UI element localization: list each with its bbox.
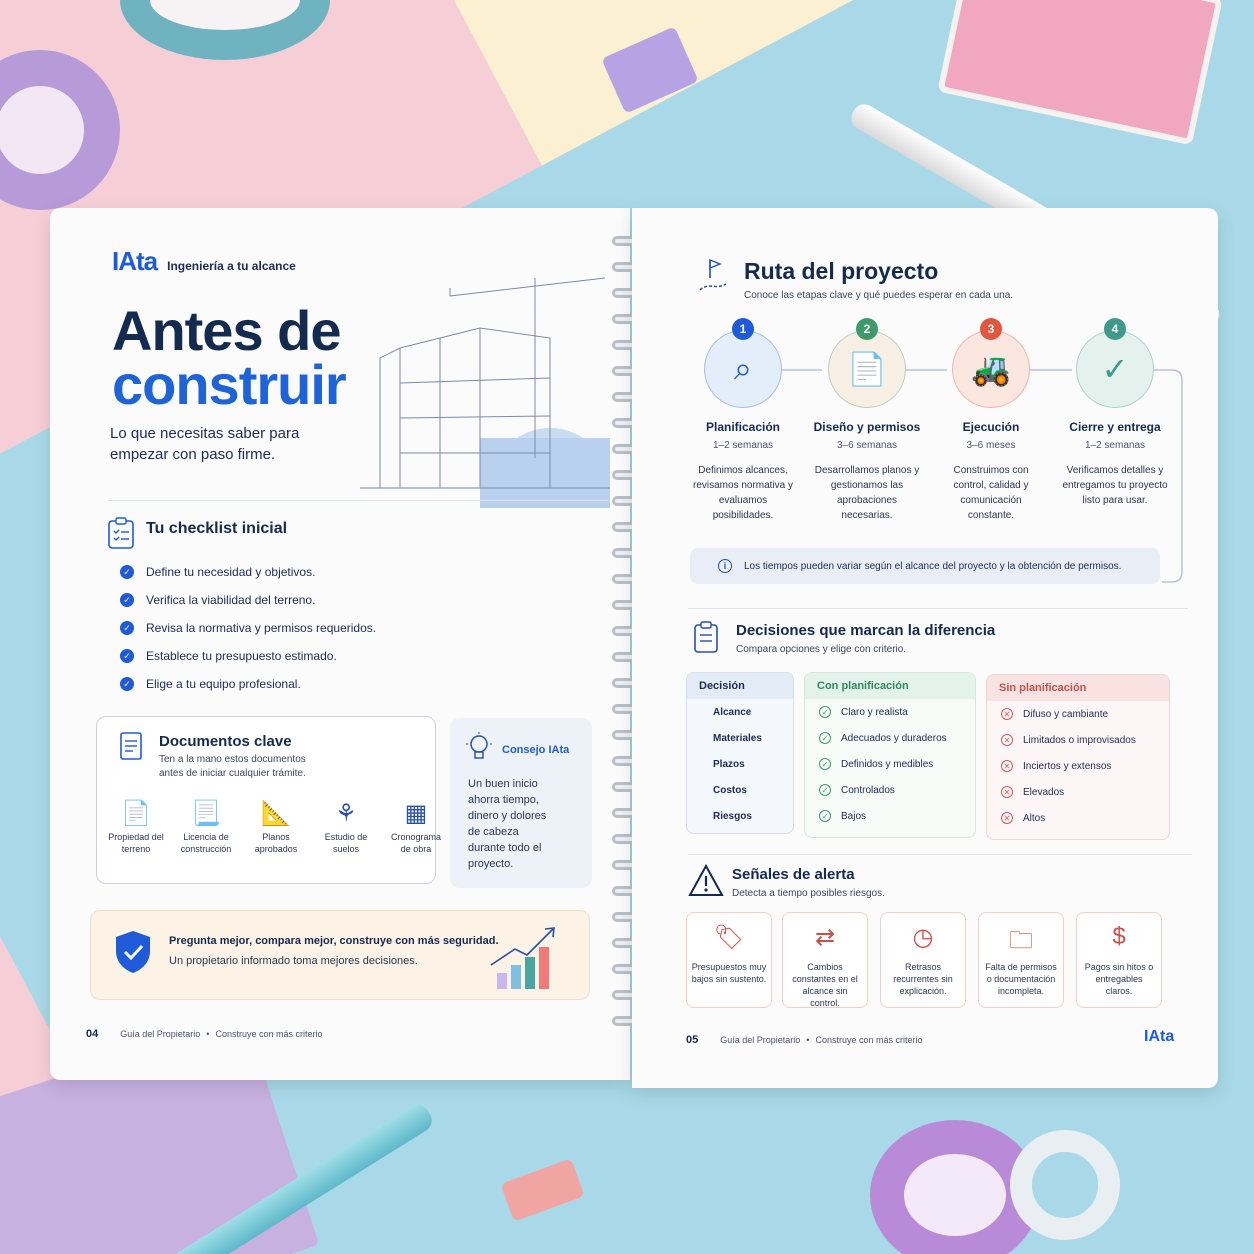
with-planning-row: ✓ Bajos: [805, 803, 975, 829]
footer-guide: Guía del Propietario: [720, 1035, 801, 1045]
documents-list: [105, 797, 447, 855]
check-circle-icon: ✓: [819, 810, 831, 822]
with-planning-row: ✓ Controlados: [805, 777, 975, 803]
decision-row: Alcance: [713, 706, 752, 718]
x-circle-icon: ✕: [1001, 786, 1013, 798]
alert-card: [1076, 912, 1162, 1008]
left-page: [50, 208, 630, 1080]
documents-card: [96, 716, 442, 884]
footer-separator: •: [806, 1035, 810, 1045]
warning-icon: [688, 864, 724, 898]
documents-title: Documentos clave: [159, 733, 292, 750]
stage-number: 1: [732, 318, 754, 340]
alert-card: [880, 912, 966, 1008]
divider: [108, 500, 608, 501]
stage-duration: 3–6 meses: [966, 440, 1016, 451]
decisions-subtitle: Compara opciones y elige con criterio.: [736, 644, 907, 655]
check-circle-icon: ✓: [819, 758, 831, 770]
route-stage: [936, 322, 1046, 523]
footer-guide: Guía del Propietario: [120, 1029, 201, 1039]
checklist-title: Tu checklist inicial: [146, 520, 288, 537]
stage-duration: 1–2 semanas: [1084, 440, 1146, 451]
column-header: Sin planificación: [987, 675, 1169, 701]
right-footer: [686, 1034, 923, 1046]
money-icon: $: [1112, 923, 1126, 950]
check-circle-icon: ✓: [819, 784, 831, 796]
brand: [112, 246, 296, 277]
checklist-item: ✓ Elige a tu equipo profesional.: [120, 670, 376, 698]
document-icon: [119, 731, 143, 761]
stage-name: Diseño y permisos: [813, 420, 921, 434]
stage-duration: 1–2 semanas: [712, 440, 774, 451]
footer-separator: •: [206, 1029, 210, 1039]
without-planning-row: ✕ Inciertos y extensos: [987, 753, 1169, 779]
check-icon: ✓: [120, 649, 134, 663]
washi-tape-roll: [1010, 1130, 1120, 1240]
route-title: Ruta del proyecto: [744, 258, 939, 284]
decision-row: Costos: [713, 784, 747, 796]
route-flag-icon: [696, 256, 732, 296]
check-icon: ✓: [120, 565, 134, 579]
stage-duration: 3–6 semanas: [836, 440, 898, 451]
page-title-line2: construir: [112, 353, 346, 416]
info-icon: i: [718, 559, 732, 573]
route-subtitle: Conoce las etapas clave y qué puedes esperar en cada una.: [744, 290, 1014, 301]
magnifier-icon: ⌕: [704, 330, 782, 408]
stage-description: Desarrollamos planos y gestionamos las aprobaciones necesarias.: [814, 465, 920, 521]
document-item: 📐 Planos aprobados: [245, 797, 307, 855]
building-crane-illustration: [340, 258, 610, 508]
x-circle-icon: ✕: [1001, 812, 1013, 824]
page-number: 04: [86, 1028, 99, 1040]
alert-card: [978, 912, 1064, 1008]
check-circle-icon: ✓: [819, 732, 831, 744]
column-header: Con planificación: [805, 673, 975, 699]
check-icon: ✓: [120, 621, 134, 635]
x-circle-icon: ✕: [1001, 760, 1013, 772]
lightbulb-icon: [466, 732, 492, 762]
with-planning-row: ✓ Claro y realista: [805, 699, 975, 725]
calendar-icon: ▦: [404, 800, 428, 827]
banner-headline: Pregunta mejor, compara mejor, construye con más seguridad.: [169, 935, 499, 947]
without-planning-row: ✕ Elevados: [987, 779, 1169, 805]
growth-bars-icon: [487, 921, 563, 991]
divider: [688, 608, 1188, 609]
route-stage: [1060, 322, 1170, 508]
documents-description: Ten a la mano estos documentos antes de iniciar cualquier trámite.: [159, 754, 306, 779]
checklist: [120, 558, 376, 698]
document-item: ▦ Cronograma de obra: [385, 797, 447, 855]
x-circle-icon: ✕: [1001, 734, 1013, 746]
motto-banner: [90, 910, 590, 1000]
page-subtitle: Lo que necesitas saber para empezar con paso firme.: [110, 425, 300, 463]
with-planning-column: [804, 672, 976, 838]
footer-motto: Construye con más criterio: [215, 1029, 323, 1039]
clipboard-icon: [692, 620, 722, 654]
decision-row: Plazos: [713, 758, 745, 770]
with-planning-row: ✓ Adecuados y duraderos: [805, 725, 975, 751]
alert-card: [782, 912, 868, 1008]
x-circle-icon: ✕: [1001, 708, 1013, 720]
excavator-icon: 🚜: [952, 330, 1030, 408]
checklist-item: ✓ Define tu necesidad y objetivos.: [120, 558, 376, 586]
right-page: [632, 208, 1218, 1088]
footer-logo: IAta: [1144, 1028, 1175, 1045]
arrows-icon: ⇄: [814, 924, 836, 951]
checklist-item: ✓ Revisa la normativa y permisos requeridos.: [120, 614, 376, 642]
brand-logo: IAta: [112, 246, 158, 276]
shield-icon: [113, 929, 153, 975]
plans-document-icon: 📐: [261, 800, 291, 827]
route-note: i Los tiempos pueden variar según el alcance del proyecto y la obtención de permisos.: [690, 548, 1160, 584]
alert-card: [686, 912, 772, 1008]
document-item: ⚘ Estudio de suelos: [315, 797, 377, 855]
stage-name: Planificación: [705, 420, 781, 434]
tip-card: [450, 718, 592, 888]
price-tag-icon: 🏷: [713, 924, 745, 951]
page-number: 05: [686, 1034, 699, 1046]
washi-tape-roll: [120, 0, 330, 60]
route-stage: [688, 322, 798, 523]
column-header: Decisión: [687, 673, 793, 699]
stage-number: 2: [856, 318, 878, 340]
checklist-item: ✓ Establece tu presupuesto estimado.: [120, 642, 376, 670]
alert-label: Retrasos recurrentes sin explicación.: [893, 962, 953, 996]
page-title-line1: Antes de: [112, 299, 341, 362]
decision-column: [686, 672, 794, 834]
washi-tape-roll: [0, 50, 120, 210]
check-icon: ✓: [120, 677, 134, 691]
alert-label: Pagos sin hitos o entregables claros.: [1084, 962, 1154, 996]
alert-label: Presupuestos muy bajos sin sustento.: [691, 962, 767, 984]
document-icon: 📄: [828, 330, 906, 408]
tip-text: Un buen inicio ahorra tiempo, dinero y dolores de cabeza durante todo el proyecto.: [468, 778, 547, 870]
decision-row: Riesgos: [713, 810, 752, 822]
license-document-icon: 📃: [191, 800, 221, 827]
without-planning-column: [986, 674, 1170, 840]
alert-label: Falta de permisos o documentación incompleta.: [985, 962, 1057, 996]
clock-icon: ◷: [912, 924, 934, 951]
stage-description: Construimos con control, calidad y comunicación constante.: [953, 465, 1029, 521]
document-item: 📄 Propiedad del terreno: [105, 797, 167, 855]
footer-motto: Construye con más criterio: [815, 1035, 923, 1045]
soil-study-icon: ⚘: [335, 800, 357, 827]
alert-label: Cambios constantes en el alcance sin control.: [792, 962, 858, 1008]
alerts-subtitle: Detecta a tiempo posibles riesgos.: [732, 888, 885, 899]
divider: [688, 854, 1192, 855]
decision-row: Materiales: [713, 732, 762, 744]
deed-document-icon: 📄: [121, 800, 151, 827]
without-planning-row: ✕ Altos: [987, 805, 1169, 831]
document-item: 📃 Licencia de construcción: [175, 797, 237, 855]
folder-icon: 🗀: [1009, 927, 1033, 954]
without-planning-row: ✕ Difuso y cambiante: [987, 701, 1169, 727]
stage-number: 4: [1104, 318, 1126, 340]
brand-tagline: Ingeniería a tu alcance: [167, 259, 296, 273]
stage-description: Definimos alcances, revisamos normativa y evaluamos posibilidades.: [692, 465, 794, 521]
stage-name: Ejecución: [962, 420, 1020, 434]
check-circle-icon: ✓: [819, 706, 831, 718]
stage-description: Verificamos detalles y entregamos tu proyecto listo para usar.: [1062, 465, 1168, 506]
open-spiral-guide: [38, 208, 1226, 1088]
check-icon: ✓: [120, 593, 134, 607]
route-stage: [812, 322, 922, 523]
alerts-title: Señales de alerta: [732, 866, 855, 883]
checklist-item: ✓ Verifica la viabilidad del terreno.: [120, 586, 376, 614]
tip-title: Consejo IAta: [502, 744, 570, 756]
left-footer: [86, 1028, 323, 1040]
stage-number: 3: [980, 318, 1002, 340]
banner-text: Un propietario informado toma mejores decisiones.: [169, 955, 418, 967]
check-circle-icon: ✓: [1076, 330, 1154, 408]
decisions-title: Decisiones que marcan la diferencia: [736, 622, 996, 639]
with-planning-row: ✓ Definidos y medibles: [805, 751, 975, 777]
stage-name: Cierre y entrega: [1069, 420, 1161, 434]
clipboard-checklist-icon: [106, 516, 136, 550]
without-planning-row: ✕ Limitados o improvisados: [987, 727, 1169, 753]
